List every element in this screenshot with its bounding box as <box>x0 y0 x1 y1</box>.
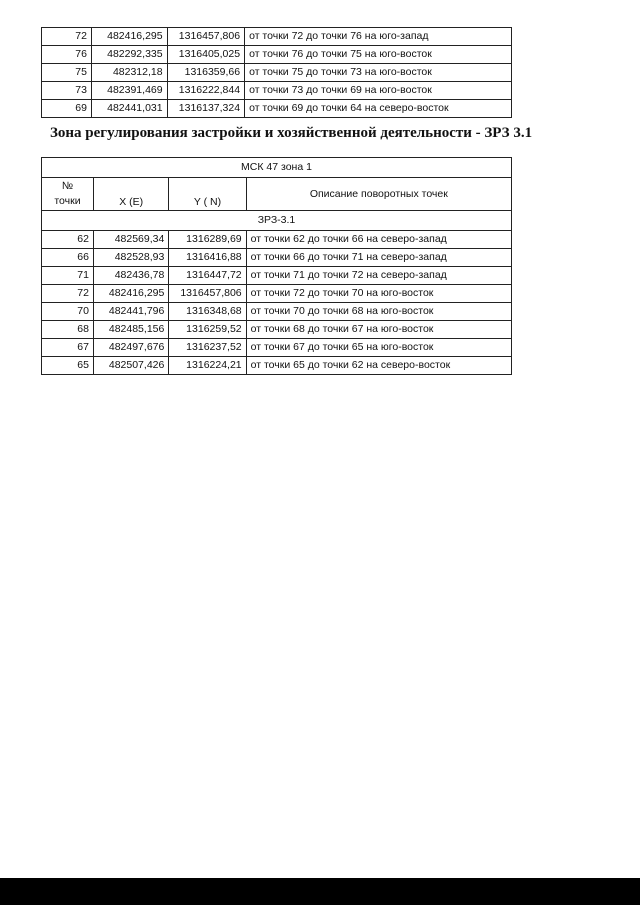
y-coordinate-cell: 1316359,66 <box>167 64 245 82</box>
zone-label-cell: ЗРЗ-3.1 <box>42 211 512 231</box>
table-row <box>42 82 512 100</box>
description-cell: от точки 72 до точки 70 на юго-восток <box>246 285 511 303</box>
coordinates-table-body <box>42 28 512 118</box>
point-number-cell: 73 <box>42 82 92 100</box>
y-coordinate-cell: 1316259,52 <box>169 321 246 339</box>
description-cell: от точки 73 до точки 69 на юго-восток <box>245 82 512 100</box>
header-description: Описание поворотных точек <box>246 178 511 211</box>
point-number-cell: 65 <box>42 357 94 375</box>
table-row <box>42 28 512 46</box>
x-coordinate-cell: 482312,18 <box>91 64 167 82</box>
header-point-number-line1: № <box>61 180 74 192</box>
point-number-cell: 71 <box>42 267 94 285</box>
column-header-row <box>42 178 512 211</box>
coordinate-system-row <box>42 158 512 178</box>
x-coordinate-cell: 482416,295 <box>91 28 167 46</box>
table-row <box>42 249 512 267</box>
x-coordinate-cell: 482497,676 <box>93 339 168 357</box>
description-cell: от точки 69 до точки 64 на северо-восток <box>245 100 512 118</box>
x-coordinate-cell: 482485,156 <box>93 321 168 339</box>
table-row <box>42 321 512 339</box>
point-number-cell: 67 <box>42 339 94 357</box>
y-coordinate-cell: 1316237,52 <box>169 339 246 357</box>
x-coordinate-cell: 482436,78 <box>93 267 168 285</box>
y-coordinate-cell: 1316447,72 <box>169 267 246 285</box>
description-cell: от точки 68 до точки 67 на юго-восток <box>246 321 511 339</box>
header-point-number <box>42 178 94 211</box>
y-coordinate-cell: 1316405,025 <box>167 46 245 64</box>
point-number-cell: 69 <box>42 100 92 118</box>
x-coordinate-cell: 482528,93 <box>93 249 168 267</box>
y-coordinate-cell: 1316137,324 <box>167 100 245 118</box>
y-coordinate-cell: 1316222,844 <box>167 82 245 100</box>
description-cell: от точки 71 до точки 72 на северо-запад <box>246 267 511 285</box>
coordinates-table-continued <box>41 27 512 118</box>
table-row <box>42 100 512 118</box>
table-row <box>42 267 512 285</box>
table-row <box>42 46 512 64</box>
y-coordinate-cell: 1316348,68 <box>169 303 246 321</box>
x-coordinate-cell: 482416,295 <box>93 285 168 303</box>
point-number-cell: 72 <box>42 28 92 46</box>
table-row <box>42 231 512 249</box>
y-coordinate-cell: 1316289,69 <box>169 231 246 249</box>
zrz-coordinates-table <box>41 157 512 375</box>
description-cell: от точки 70 до точки 68 на юго-восток <box>246 303 511 321</box>
table-row <box>42 303 512 321</box>
x-coordinate-cell: 482441,031 <box>91 100 167 118</box>
description-cell: от точки 66 до точки 71 на северо-запад <box>246 249 511 267</box>
description-cell: от точки 62 до точки 66 на северо-запад <box>246 231 511 249</box>
description-cell: от точки 72 до точки 76 на юго-запад <box>245 28 512 46</box>
coordinate-system-cell: МСК 47 зона 1 <box>42 158 512 178</box>
y-coordinate-cell: 1316224,21 <box>169 357 246 375</box>
y-coordinate-cell: 1316457,806 <box>167 28 245 46</box>
description-cell: от точки 75 до точки 73 на юго-восток <box>245 64 512 82</box>
point-number-cell: 66 <box>42 249 94 267</box>
table-row <box>42 357 512 375</box>
table-row <box>42 64 512 82</box>
description-cell: от точки 67 до точки 65 на юго-восток <box>246 339 511 357</box>
header-x: X (E) <box>93 178 168 211</box>
x-coordinate-cell: 482569,34 <box>93 231 168 249</box>
zrz-table-body <box>42 158 512 375</box>
header-point-number-line2: точки <box>54 195 81 207</box>
point-number-cell: 62 <box>42 231 94 249</box>
scan-edge-bar <box>0 878 640 905</box>
y-coordinate-cell: 1316457,806 <box>169 285 246 303</box>
section-heading: Зона регулирования застройки и хозяйственной деятельности - ЗРЗ 3.1 <box>50 125 533 141</box>
point-number-cell: 70 <box>42 303 94 321</box>
y-coordinate-cell: 1316416,88 <box>169 249 246 267</box>
point-number-cell: 75 <box>42 64 92 82</box>
x-coordinate-cell: 482441,796 <box>93 303 168 321</box>
point-number-cell: 68 <box>42 321 94 339</box>
table-row <box>42 285 512 303</box>
description-cell: от точки 76 до точки 75 на юго-восток <box>245 46 512 64</box>
x-coordinate-cell: 482391,469 <box>91 82 167 100</box>
zone-label-row <box>42 211 512 231</box>
point-number-cell: 72 <box>42 285 94 303</box>
point-number-cell: 76 <box>42 46 92 64</box>
table-row <box>42 339 512 357</box>
description-cell: от точки 65 до точки 62 на северо-восток <box>246 357 511 375</box>
header-y: Y ( N) <box>169 178 246 211</box>
x-coordinate-cell: 482507,426 <box>93 357 168 375</box>
x-coordinate-cell: 482292,335 <box>91 46 167 64</box>
